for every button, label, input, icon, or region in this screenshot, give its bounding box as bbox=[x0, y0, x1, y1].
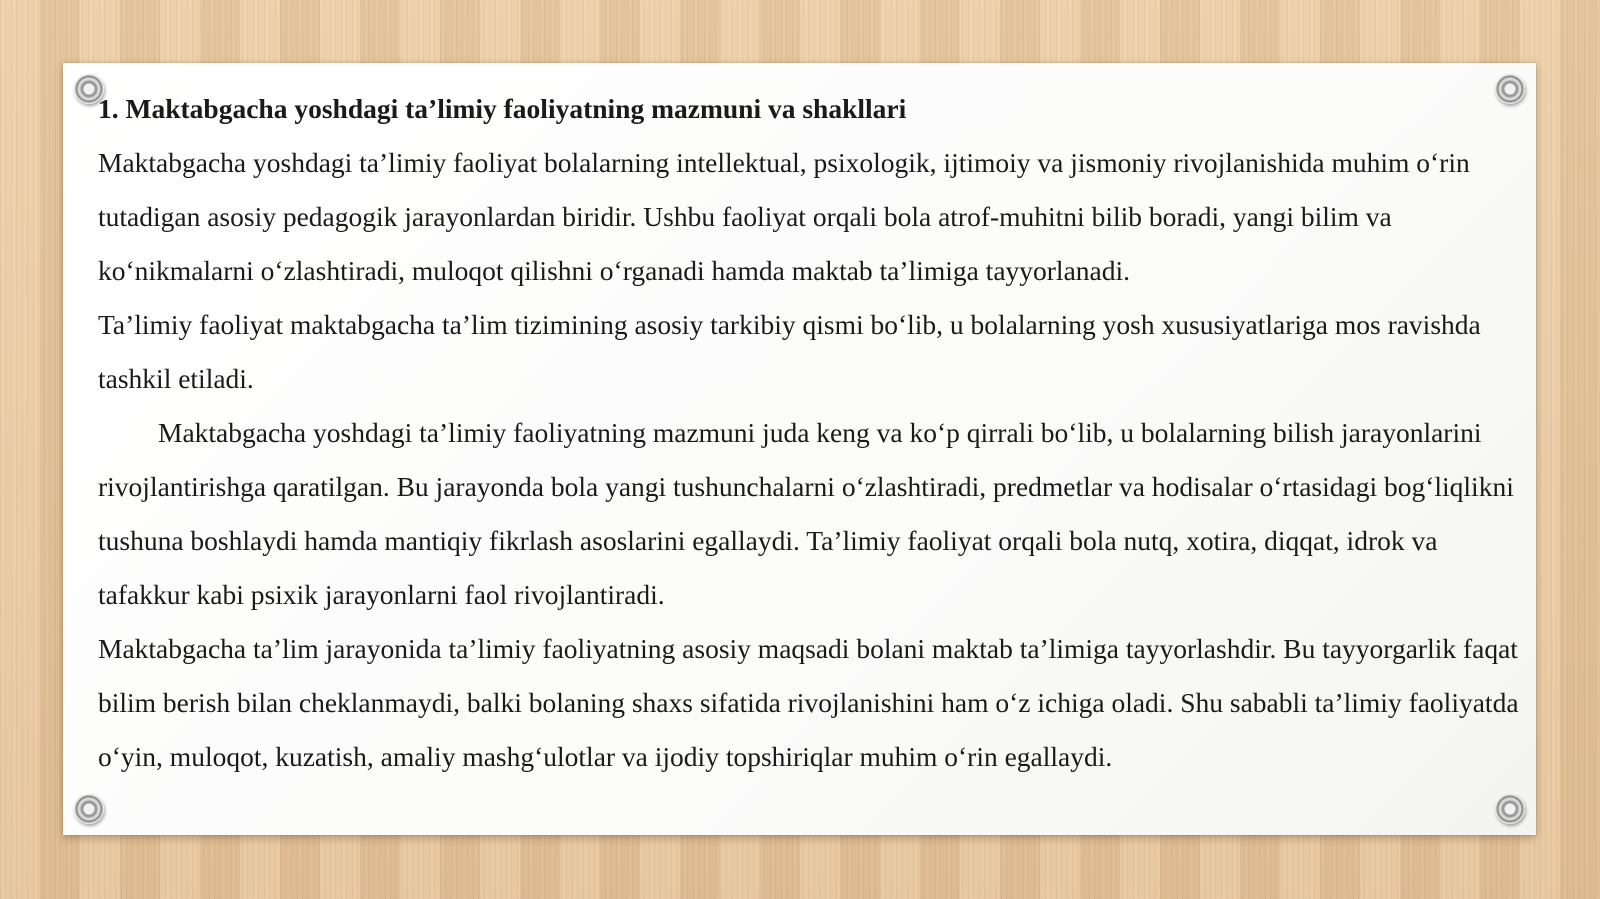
pushpin-icon bbox=[74, 794, 104, 824]
slide-card bbox=[63, 63, 1536, 835]
slide-body bbox=[98, 82, 1523, 784]
slide-heading: 1. Maktabgacha yoshdagi ta’limiy faoliyatning mazmuni va shakllari bbox=[98, 93, 907, 124]
paragraph: Ta’limiy faoliyat maktabgacha ta’lim tizimining asosiy tarkibiy qismi bo‘lib, u bolalarning yosh xususiyatlariga mos ravishda tashkil etiladi. bbox=[98, 309, 1481, 394]
paragraph: Maktabgacha yoshdagi ta’limiy faoliyat bolalarning intellektual, psixologik, ijtimoiy va jismoniy rivojlanishida muhim o‘rin tutadigan asosiy pedagogik jarayonlardan biridir. Ushbu faoliyat orqali bola atrof-muhitni bilib boradi, yangi bilim va ko‘nikmalarni o‘zlashtiradi, muloqot qilishni o‘rganadi hamda maktab ta’limiga tayyorlanadi. bbox=[98, 147, 1470, 286]
pushpin-icon bbox=[1495, 794, 1525, 824]
paragraph: Maktabgacha ta’lim jarayonida ta’limiy faoliyatning asosiy maqsadi bolani maktab ta’limiga tayyorlashdir. Bu tayyorgarlik faqat bilim berish bilan cheklanmaydi, balki bolaning shaxs sifatida rivojlanishini ham o‘z ichiga oladi. Shu sababli ta’limiy faoliyatda o‘yin, muloqot, kuzatish, amaliy mashg‘ulotlar va ijodiy topshiriqlar muhim o‘rin egallaydi. bbox=[98, 633, 1519, 772]
paragraph: Maktabgacha yoshdagi ta’limiy faoliyatning mazmuni juda keng va ko‘p qirrali bo‘lib, u bolalarning bilish jarayonlarini rivojlantirishga qaratilgan. Bu jarayonda bola yangi tushunchalarni o‘zlashtiradi, predmetlar va hodisalar o‘rtasidagi bog‘liqlikni tushuna boshlaydi hamda mantiqiy fikrlash asoslarini egallaydi. Ta’limiy faoliyat orqali bola nutq, xotira, diqqat, idrok va tafakkur kabi psixik jarayonlarni faol rivojlantiradi. bbox=[98, 417, 1514, 610]
